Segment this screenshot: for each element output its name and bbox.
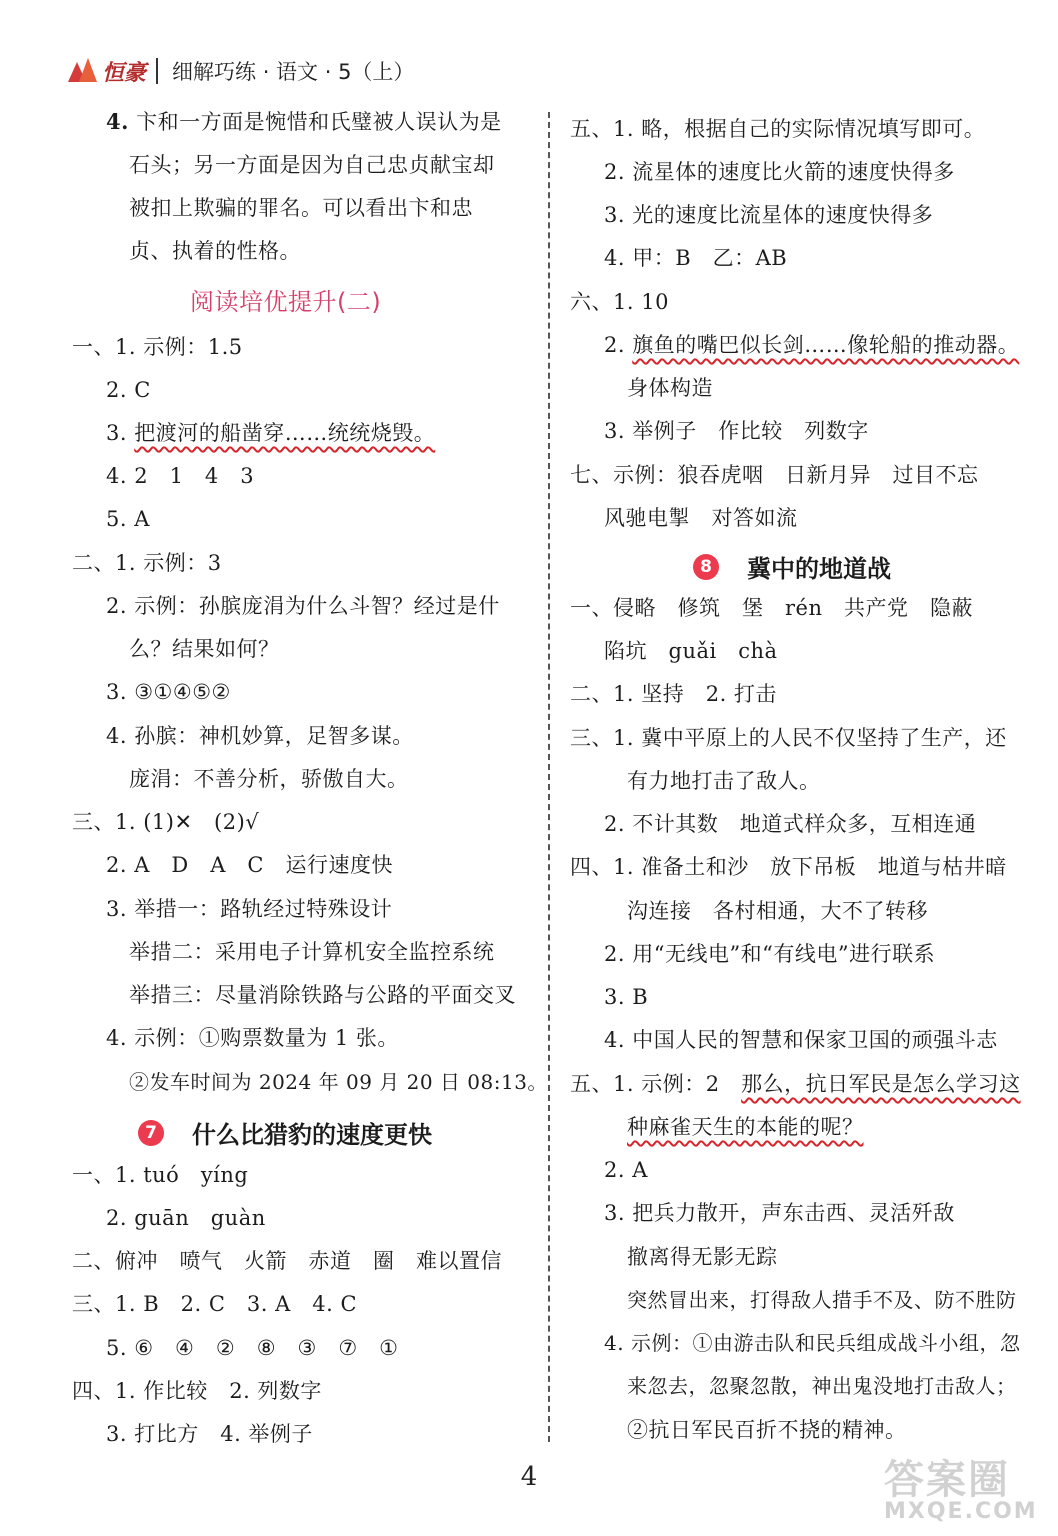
section-heading-7 — [138, 1115, 432, 1150]
column-divider — [548, 112, 550, 1442]
answer-line: 身体构造 — [627, 376, 713, 400]
watermark-url: MXQE.COM — [884, 1499, 1038, 1524]
answer-line: 一、侵略 修筑 堡 rén 共产党 隐蔽 — [570, 596, 973, 620]
answer-line: 三、1. 冀中平原上的人民不仅坚持了生产，还 — [570, 726, 1007, 750]
answer-line: 风驰电掣 对答如流 — [604, 506, 798, 530]
answer-line: 二、俯冲 喷气 火箭 赤道 圈 难以置信 — [72, 1249, 502, 1273]
answer-line: 三、1. B 2. C 3. A 4. C — [72, 1292, 358, 1316]
answer-line: 3. ③①④⑤② — [106, 680, 231, 704]
answer-line: 4. 孙膑：神机妙算，足智多谋。 — [106, 724, 414, 748]
book-title: 细解巧练 · 语文 · 5（上） — [172, 60, 415, 84]
answer-line: 来忽去，忽聚忽散，神出鬼没地打击敌人； — [627, 1374, 1017, 1398]
answer-line: 3. 举例子 作比较 列数字 — [604, 419, 869, 443]
answer-line: 五、1. 示例：2 那么，抗日军民是怎么学习这 — [570, 1072, 1021, 1096]
header-divider — [156, 58, 158, 84]
answer-line: 陷坑 guǎi chà — [604, 639, 778, 663]
section-number-badge: 8 — [693, 554, 719, 580]
page-number: 4 — [520, 1462, 538, 1492]
answer-line: 3. B — [604, 985, 649, 1009]
answer-line: 5. ⑥ ④ ② ⑧ ③ ⑦ ① — [106, 1336, 399, 1360]
answer-line: ②发车时间为 2024 年 09 月 20 日 08:13。 — [129, 1070, 548, 1094]
answer-line: 举措三：尽量消除铁路与公路的平面交叉 — [129, 983, 516, 1007]
answer-line — [627, 1112, 864, 1142]
answer-line: ②抗日军民百折不挠的精神。 — [627, 1418, 907, 1442]
watermark-text: 答案圈 — [884, 1457, 1010, 1503]
brand-logo — [68, 56, 146, 87]
answer-line: 2. C — [106, 378, 151, 402]
page-header — [68, 52, 414, 90]
answer-line: 3. 把渡河的船凿穿……统统烧毁。 — [106, 421, 436, 445]
answer-line: 4. 示例：①购票数量为 1 张。 — [106, 1026, 399, 1050]
answer-line: 4. 示例：①由游击队和民兵组成战斗小组，忽 — [604, 1331, 1021, 1355]
answer-line: 石头；另一方面是因为自己忠贞献宝却 — [129, 153, 495, 177]
watermark-logo — [884, 1448, 1044, 1528]
section-title-reading: 阅读培优提升(二) — [190, 288, 382, 316]
answer-line: 3. 举措一：路轨经过特殊设计 — [106, 897, 393, 921]
answer-line: 2. 流星体的速度比火箭的速度快得多 — [604, 160, 955, 184]
answer-line: 4. 中国人民的智慧和保家卫国的顽强斗志 — [604, 1028, 998, 1052]
section-number-badge: 7 — [138, 1120, 164, 1146]
answer-line: 贞、执着的性格。 — [129, 239, 301, 263]
answer-line: 5. A — [106, 507, 150, 531]
answer-line: 4. 甲：B 乙：AB — [604, 246, 788, 270]
answer-line: 3. 打比方 4. 举例子 — [106, 1422, 313, 1446]
answer-line: 2. 示例：孙膑庞涓为什么斗智？经过是什 — [106, 594, 500, 618]
answer-line: 庞涓：不善分析，骄傲自大。 — [129, 767, 409, 791]
section-heading-8 — [693, 549, 891, 584]
answer-line: 四、1. 作比较 2. 列数字 — [72, 1379, 322, 1403]
answer-line: 二、1. 坚持 2. 打击 — [570, 682, 777, 706]
answer-line: 2. A — [604, 1158, 648, 1182]
underlined-answer: 旗鱼的嘴巴似长剑……像轮船的推动器。 — [632, 333, 1020, 357]
brand-name: 恒豪 — [102, 59, 147, 86]
answer-line: 2. 用“无线电”和“有线电”进行联系 — [604, 942, 936, 966]
answer-line: 一、1. 示例：1.5 — [72, 335, 243, 359]
answer-line: 2. 不计其数 地道式样众多，互相连通 — [604, 812, 977, 836]
logo-icon — [68, 58, 98, 84]
answer-line: 有力地打击了敌人。 — [627, 769, 821, 793]
underlined-answer: 种麻雀天生的本能的呢？ — [627, 1115, 864, 1139]
answer-line: 被扣上欺骗的罪名。可以看出卞和忠 — [129, 196, 473, 220]
answer-line: 3. 光的速度比流星体的速度快得多 — [604, 203, 934, 227]
answer-line: 沟连接 各村相通，大不了转移 — [627, 899, 928, 923]
answer-line: 七、示例：狼吞虎咽 日新月异 过目不忘 — [570, 463, 979, 487]
section-title: 冀中的地道战 — [747, 555, 891, 583]
answer-line: 一、1. tuó yíng — [72, 1163, 249, 1187]
answer-line: 2. A D A C 运行速度快 — [106, 853, 393, 877]
answer-line: 二、1. 示例：3 — [72, 551, 222, 575]
underlined-answer: 那么，抗日军民是怎么学习这 — [741, 1072, 1021, 1096]
answer-line: 4. 2 1 4 3 — [106, 464, 255, 488]
answer-line: 么？结果如何？ — [129, 637, 280, 661]
answer-line: 4. 卞和一方面是惋惜和氏璧被人误认为是 — [106, 109, 502, 134]
answer-line: 四、1. 准备土和沙 放下吊板 地道与枯井暗 — [570, 855, 1007, 879]
answer-line: 突然冒出来，打得敌人措手不及、防不胜防 — [627, 1288, 1017, 1312]
answer-line: 3. 把兵力散开，声东击西、灵活歼敌 — [604, 1201, 955, 1225]
answer-line: 三、1. (1)✕ (2)√ — [72, 810, 260, 834]
answer-line: 撤离得无影无踪 — [627, 1245, 778, 1269]
answer-line: 六、1. 10 — [570, 290, 669, 314]
answer-line: 2. 旗鱼的嘴巴似长剑……像轮船的推动器。 — [604, 333, 1020, 357]
answer-line: 2. guān guàn — [106, 1206, 266, 1230]
underlined-answer: 把渡河的船凿穿……统统烧毁。 — [134, 421, 436, 445]
answer-line: 五、1. 略，根据自己的实际情况填写即可。 — [570, 117, 986, 141]
section-title: 什么比猎豹的速度更快 — [192, 1121, 432, 1149]
answer-line: 举措二：采用电子计算机安全监控系统 — [129, 940, 495, 964]
